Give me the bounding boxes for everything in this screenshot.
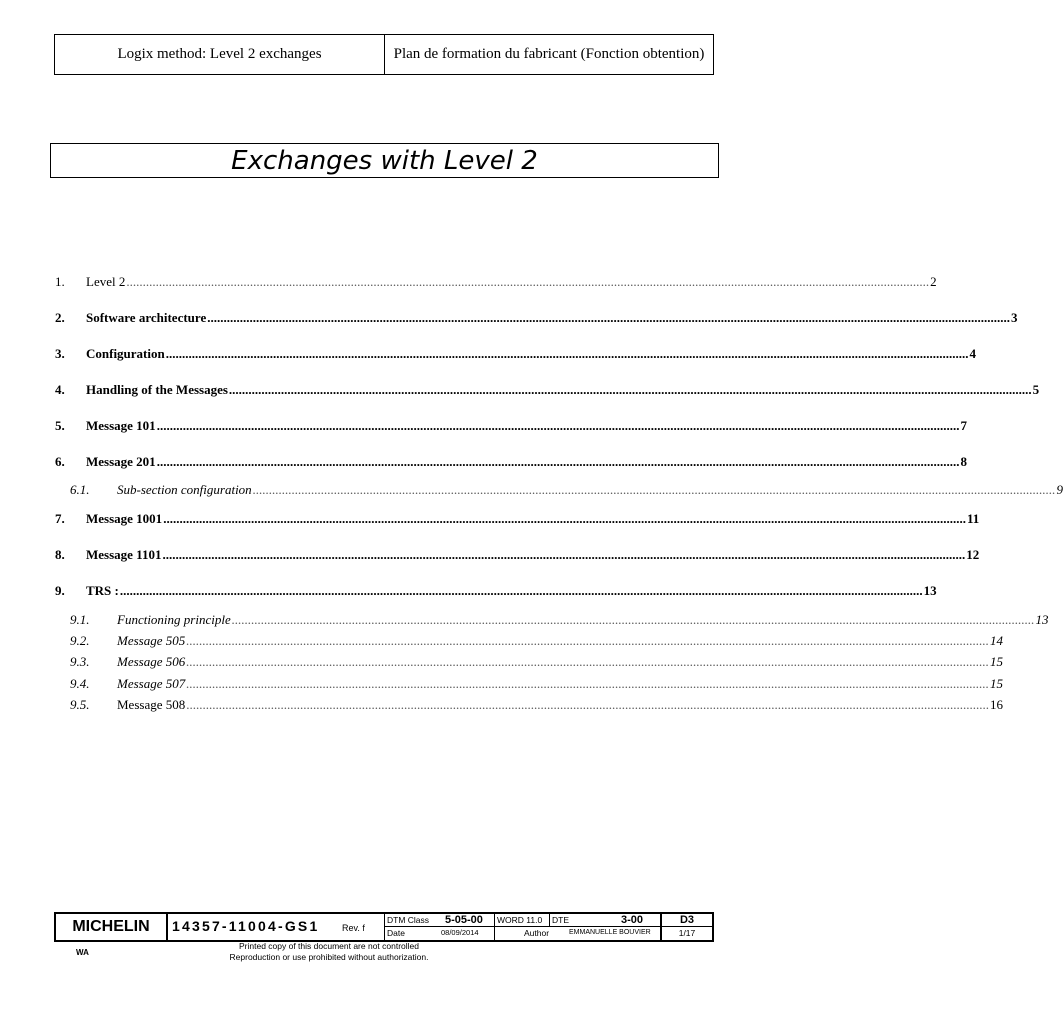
toc-number: 9.3.: [70, 654, 90, 669]
toc-leader: .......................................................................................................................................................................................................................................................: [165, 346, 969, 361]
toc-number: 9.5.: [70, 697, 90, 712]
toc-page: 5: [1032, 382, 1040, 397]
document-footer: [54, 912, 714, 942]
toc-leader: .......................................................................................................................................................................................................................................................: [126, 274, 930, 289]
toc-label: Message 1001: [86, 511, 163, 526]
toc-label: Sub-section configuration: [117, 482, 252, 497]
toc-number: 9.1.: [70, 612, 90, 627]
footer-divider: [494, 914, 495, 927]
toc-entry[interactable]: [0, 454, 967, 470]
author-label: Author: [524, 928, 550, 938]
toc-label: Message 506: [117, 654, 186, 669]
page-counter: 1/17: [678, 928, 696, 938]
toc-leader: .......................................................................................................................................................................................................................................................: [252, 482, 1056, 497]
toc-leader: .......................................................................................................................................................................................................................................................: [186, 654, 989, 669]
company-name: MICHELIN: [56, 914, 168, 940]
toc-label: Message 201: [86, 454, 156, 469]
toc-label: Message 507: [117, 676, 186, 691]
toc-number: 2.: [55, 310, 65, 325]
toc-leader: .......................................................................................................................................................................................................................................................: [186, 676, 989, 691]
toc-number: 5.: [55, 418, 65, 433]
toc-subentry[interactable]: [0, 697, 1003, 713]
toc-label: Handling of the Messages: [86, 382, 228, 397]
dte-label: DTE: [552, 915, 569, 925]
dte-value: 3-00: [621, 914, 644, 926]
revision: Rev. f: [342, 923, 365, 933]
header-right-cell: Plan de formation du fabricant (Fonction obtention): [393, 46, 705, 62]
toc-label: Software architecture: [86, 310, 207, 325]
toc-number: 1.: [55, 274, 65, 289]
toc-page: 4: [969, 346, 976, 361]
toc-page: 16: [990, 697, 1003, 712]
toc-subentry[interactable]: [0, 612, 1049, 628]
toc-leader: .......................................................................................................................................................................................................................................................: [163, 511, 966, 526]
toc-label: Message 508: [117, 697, 186, 712]
toc-subentry[interactable]: [0, 633, 1003, 649]
document-code: D3: [662, 914, 712, 927]
footer-wa-label: WA: [76, 948, 89, 957]
toc-leader: .......................................................................................................................................................................................................................................................: [119, 583, 923, 598]
toc-number: 3.: [55, 346, 65, 361]
toc-page: 15: [990, 654, 1003, 669]
toc-number: 8.: [55, 547, 65, 562]
toc-leader: .......................................................................................................................................................................................................................................................: [156, 454, 960, 469]
copy-notice: [200, 941, 458, 963]
toc-page: 15: [990, 676, 1003, 691]
header-left-cell: Logix method: Level 2 exchanges: [55, 35, 385, 74]
toc-number: 9.2.: [70, 633, 90, 648]
toc-subentry[interactable]: [0, 676, 1003, 692]
toc-entry[interactable]: [0, 346, 976, 362]
toc-leader: .......................................................................................................................................................................................................................................................: [186, 697, 989, 712]
toc-page: 13: [1035, 612, 1049, 627]
toc-entry[interactable]: [0, 547, 980, 563]
dtm-class-label: DTM Class: [387, 915, 430, 925]
dtm-class-value: 5-05-00: [445, 914, 483, 926]
toc-number: 9.4.: [70, 676, 90, 691]
date-label: Date: [387, 928, 405, 938]
toc-label: TRS :: [86, 583, 119, 598]
toc-leader: .......................................................................................................................................................................................................................................................: [162, 547, 966, 562]
footer-divider: [549, 914, 550, 927]
footer-row-bottom: [385, 927, 662, 940]
toc-entry[interactable]: [0, 274, 937, 290]
toc-page: 3: [1010, 310, 1018, 325]
toc-label: Configuration: [86, 346, 165, 361]
toc-subentry[interactable]: [0, 482, 1063, 498]
toc-page: 13: [923, 583, 937, 598]
copy-notice-line-1: Printed copy of this document are not controlled: [238, 941, 420, 951]
toc-number: 7.: [55, 511, 65, 526]
toc-entry[interactable]: [0, 310, 1018, 326]
toc-subentry[interactable]: [0, 654, 1003, 670]
toc-label: Level 2: [86, 274, 126, 289]
toc-label: Functioning principle: [117, 612, 231, 627]
toc-label: Message 505: [117, 633, 186, 648]
toc-page: 14: [990, 633, 1003, 648]
toc-page: 9: [1056, 482, 1063, 497]
toc-entry[interactable]: [0, 418, 967, 434]
footer-divider: [494, 927, 495, 940]
toc-page: 7: [960, 418, 967, 433]
footer-row-top: [385, 914, 662, 927]
document-header-table: [54, 34, 714, 75]
toc-leader: .......................................................................................................................................................................................................................................................: [228, 382, 1032, 397]
document-number: 14357-11004-GS1: [172, 918, 320, 934]
toc-page: 12: [966, 547, 980, 562]
toc-entry[interactable]: [0, 382, 1040, 398]
toc-number: 6.: [55, 454, 65, 469]
date-value: 08/09/2014: [441, 928, 479, 937]
word-version: WORD 11.0: [497, 915, 543, 925]
toc-entry[interactable]: [0, 583, 937, 599]
toc-number: 4.: [55, 382, 65, 397]
author-value: EMMANUELLE BOUVIER: [569, 929, 651, 936]
toc-leader: .......................................................................................................................................................................................................................................................: [231, 612, 1035, 627]
document-code-block: [660, 914, 712, 940]
toc-leader: .......................................................................................................................................................................................................................................................: [156, 418, 960, 433]
footer-metadata-block: [384, 914, 662, 940]
toc-number: 6.1.: [70, 482, 90, 497]
toc-leader: .......................................................................................................................................................................................................................................................: [186, 633, 989, 648]
document-title: Exchanges with Level 2: [50, 143, 719, 178]
copy-notice-line-2: Reproduction or use prohibited without authorization.: [229, 952, 429, 962]
toc-label: Message 1101: [86, 547, 162, 562]
toc-entry[interactable]: [0, 511, 980, 527]
toc-page: 11: [966, 511, 980, 526]
toc-label: Message 101: [86, 418, 156, 433]
toc-page: 2: [930, 274, 937, 289]
toc-leader: .......................................................................................................................................................................................................................................................: [207, 310, 1010, 325]
toc-page: 8: [960, 454, 967, 469]
toc-number: 9.: [55, 583, 65, 598]
